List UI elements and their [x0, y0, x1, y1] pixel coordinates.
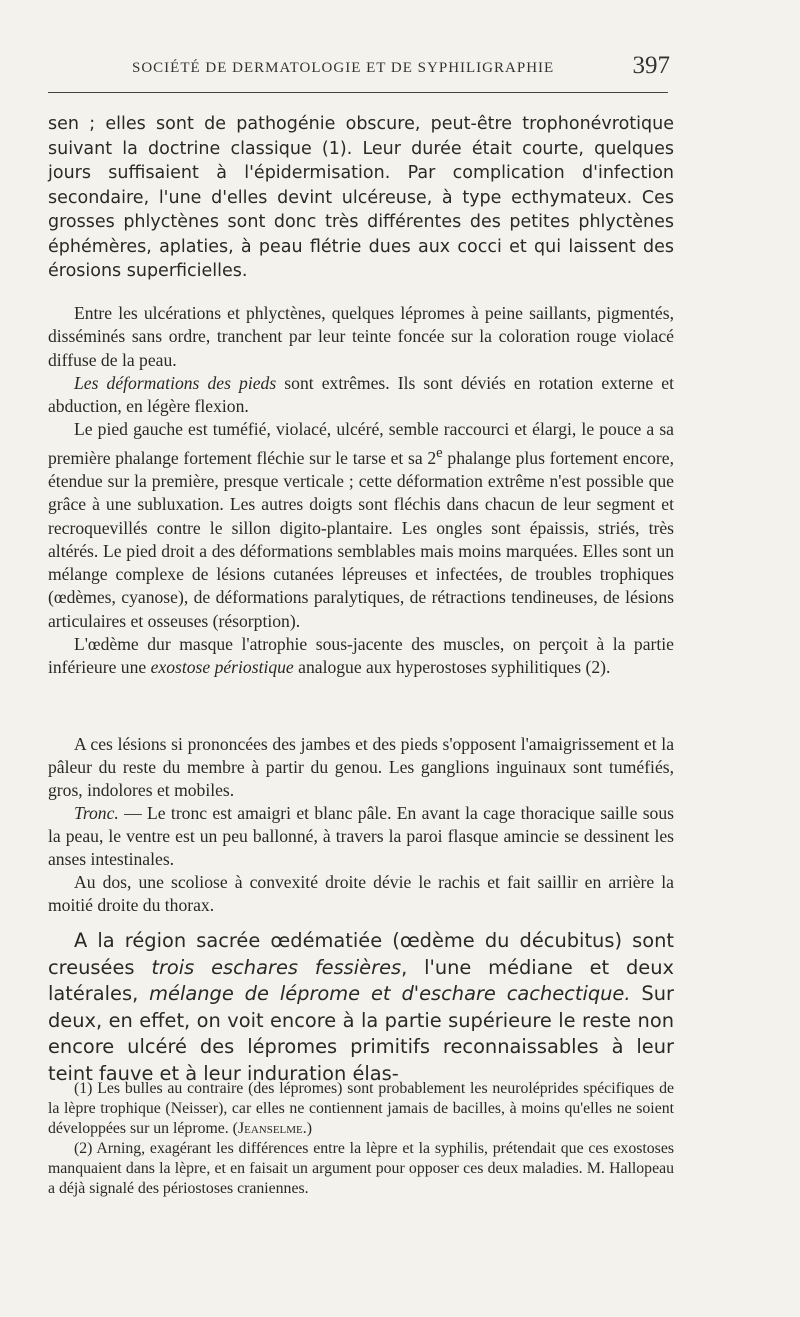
- paragraph-lepromes: Entre les ulcérations et phlyctènes, quelques lépromes à peine saillants, pigmentés, disséminés sans ordre, tranchent par leur teinte foncée sur la coloration rouge violacé diffuse de la peau.: [48, 303, 674, 370]
- footnote-1: (1) Les bulles au contraire (des lépromes) sont probablement les neuroléprides spécifiques de la lèpre trophique (Neisser), car elles ne contiennent jamais de bacilles, à moins qu'elles ne soient développées sur un léprome. (Jeanselme.): [48, 1080, 674, 1137]
- italic-melange: mélange de léprome et d'eschare cachectique.: [149, 982, 631, 1005]
- paragraph-deformations: Les déformations des pieds sont extrêmes. Ils sont déviés en rotation externe et abduction, en légère flexion.: [48, 372, 674, 417]
- paragraph-legs: A ces lésions si prononcées des jambes et des pieds s'opposent l'amaigrissement et la pâleur du reste du membre à partir du genou. Les ganglions inguinaux sont tuméfiés, gros, indolores et mobiles.: [48, 734, 674, 800]
- paragraph-eschares: A la région sacrée œdématiée (œdème du décubitus) sont creusées trois eschares fessières, l'une médiane et deux latérales, mélange de léprome et d'eschare cachectique. Sur deux, en effet, on voit encore à la partie supérieure le reste non encore ulcéré des lépromes primitifs reconnaissables à leur teint fauve et à leur induration élas-: [48, 929, 675, 1085]
- paragraph-tronc: Tronc. — Le tronc est amaigri et blanc pâle. En avant la cage thoracique saille sous la peau, le ventre est un peu ballonné, à travers la paroi flasque amincie se dessinent les anses intestinales.: [48, 803, 674, 869]
- paragraph-sacral-region: [48, 928, 674, 1087]
- page-number: 397: [632, 52, 670, 79]
- footnote-author: Jeanselme: [237, 1120, 303, 1137]
- footnotes: [48, 1079, 674, 1199]
- italic-heading-deformations: Les déformations des pieds: [74, 372, 277, 393]
- superscript-e: e: [436, 444, 443, 461]
- paragraph-continuation: [48, 112, 674, 284]
- italic-exostose: exostose périostique: [150, 657, 294, 678]
- footnote-2: (2) Arning, exagérant les différences entre la lèpre et la syphilis, prétendait que ces exostoses manquaient dans la lèpre, et en faisait un argument pour opposer ces deux maladies. M. Hallopeau a déjà signalé des périostoses craniennes.: [48, 1140, 674, 1197]
- paragraph-left-foot: Le pied gauche est tuméfié, violacé, ulcéré, semble raccourci et élargi, le pouce a sa première phalange fortement fléchie sur le tarse et sa 2e phalange plus fortement encore, étendue sur la première, presque verticale ; cette déformation extrême n'est possible que grâce à une subluxation. Les autres doigts sont fléchis dans chacun de leur segment et recroquevillés contre le sillon digito-plantaire. Les ongles sont épaissis, striés, très altérés. Le pied droit a des déformations semblables mais moins marquées. Elles sont un mélange complexe de lésions cutanées lépreuses et infectées, de troubles trophiques (œdèmes, cyanose), de déformations paralytiques, de rétractions tendineuses, de lésions articulaires et osseuses (résorption).: [48, 419, 675, 631]
- italic-heading-tronc: Tronc.: [74, 803, 119, 823]
- italic-eschares: trois eschares fessières: [151, 955, 402, 979]
- case-description-feet: [48, 302, 674, 680]
- paragraph-back: Au dos, une scoliose à convexité droite dévie le rachis et fait saillir en arrière la moitié droite du thorax.: [48, 872, 674, 915]
- paragraph-oedema: L'œdème dur masque l'atrophie sous-jacente des muscles, on perçoit à la partie inférieure une exostose périostique analogue aux hyperostoses syphilitiques (2).: [48, 634, 674, 678]
- case-description-trunk: [48, 733, 674, 917]
- running-title: SOCIÉTÉ DE DERMATOLOGIE ET DE SYPHILIGRAPHIE: [132, 60, 555, 76]
- header-rule: [48, 92, 668, 93]
- paragraph-text: sen ; elles sont de pathogénie obscure, peut-être trophonévrotique suivant la doctrine classique (1). Leur durée était courte, quelques jours suffisaient à l'épidermisation. Par complication d'infection secondaire, l'une d'elles devint ulcéreuse, à type ecthymateux. Ces grosses phlyctènes sont donc très différentes des petites phlyctènes éphémères, aplaties, à peau flétrie dues aux cocci et qui laissent des érosions superficielles.: [48, 114, 674, 281]
- running-header: [48, 52, 670, 82]
